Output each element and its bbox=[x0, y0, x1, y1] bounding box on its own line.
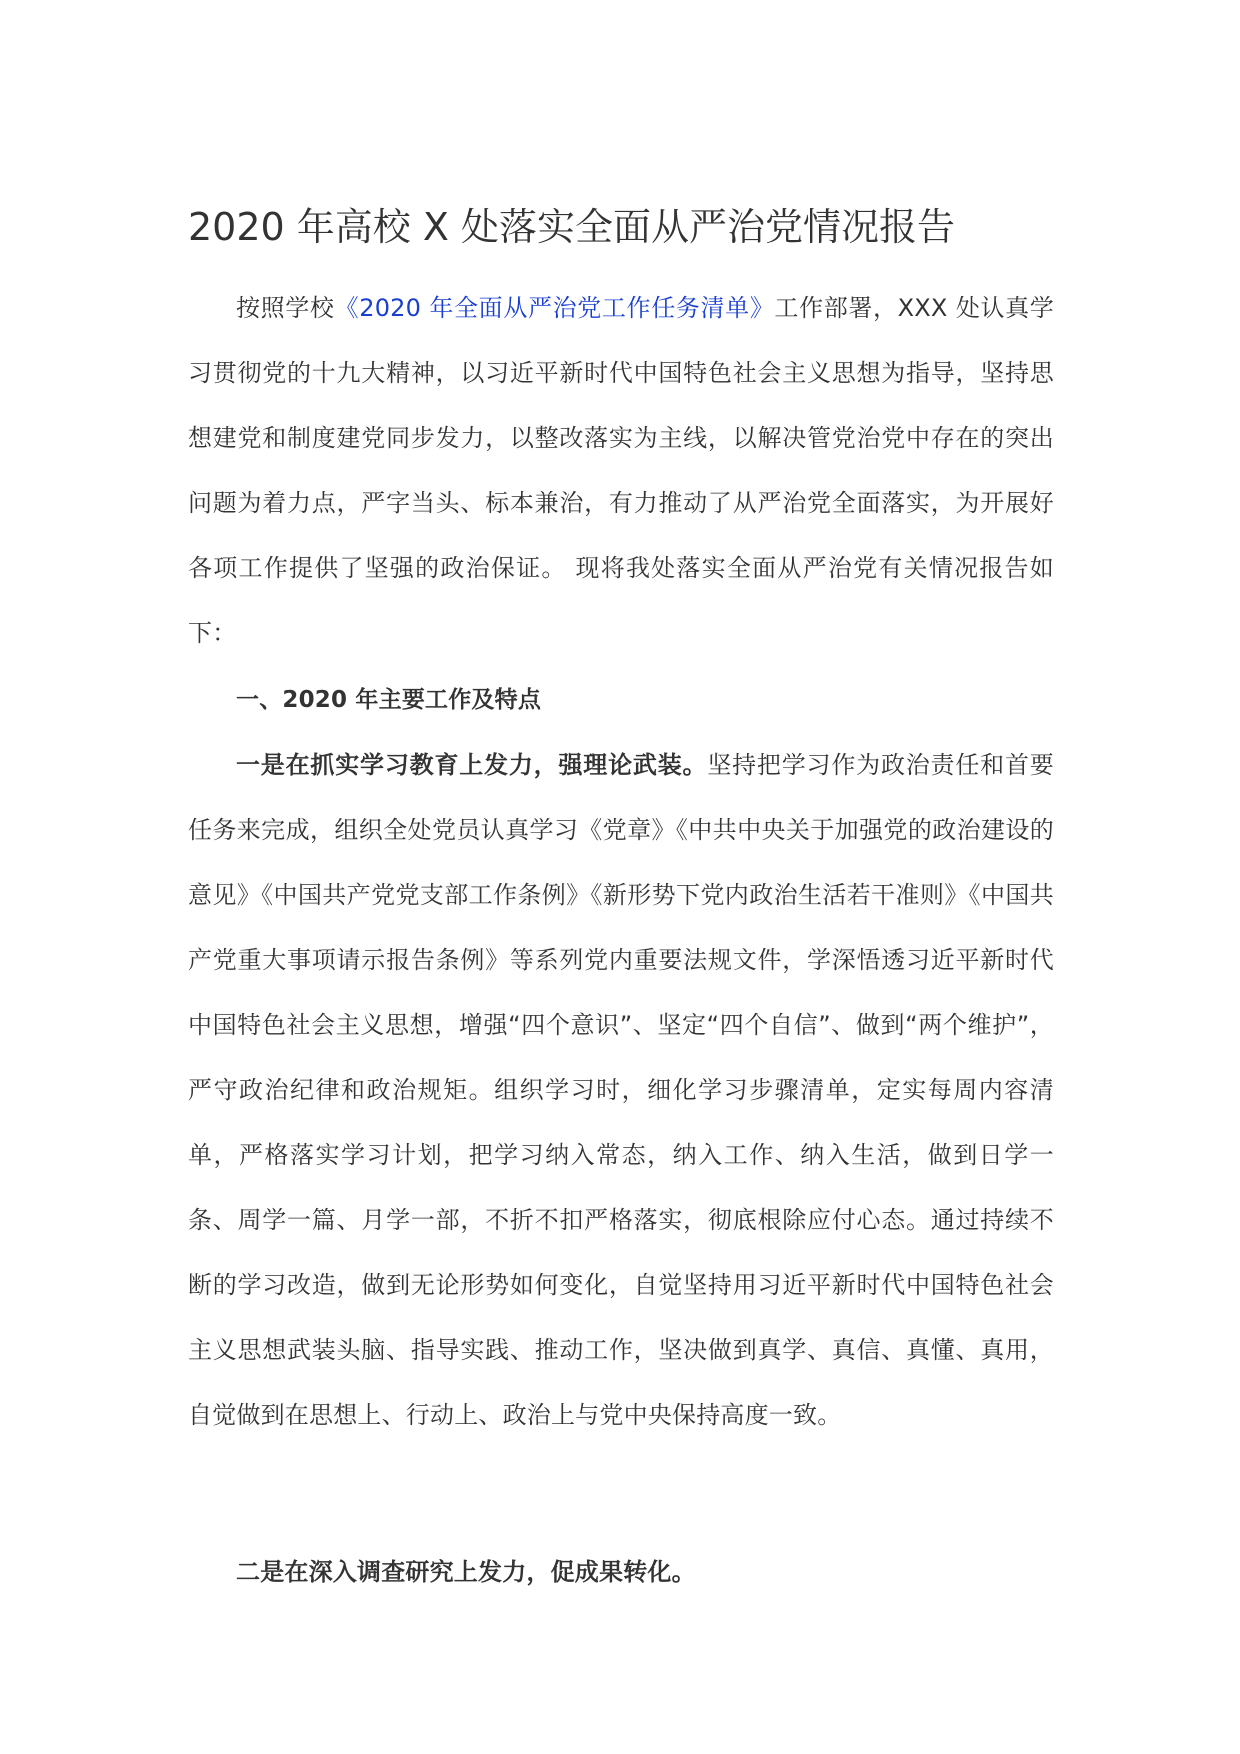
intro-paragraph bbox=[188, 276, 1054, 666]
item1-lead: 一是在抓实学习教育上发力，强理论武装。 bbox=[236, 751, 708, 779]
intro-before-link: 按照学校 bbox=[236, 294, 335, 322]
item2-lead: 二是在深入调查研究上发力，促成果转化。 bbox=[236, 1558, 696, 1586]
document-title: 2020 年高校 X 处落实全面从严治党情况报告 bbox=[188, 205, 955, 249]
section-heading: 一、2020 年主要工作及特点 bbox=[236, 687, 542, 713]
item1-paragraph bbox=[188, 733, 1054, 1448]
task-list-link[interactable]: 《2020 年全面从严治党工作任务清单》 bbox=[334, 294, 775, 322]
item1-body: 坚持把学习作为政治责任和首要任务来完成，组织全处党员认真学习《党章》《中共中央关于加强党的政治建设的意见》《中国共产党党支部工作条例》《新形势下党内政治生活若干准则》《中国共产党重大事项请示报告条例》等系列党内重要法规文件，学深悟透习近平新时代中国特色社会主义思想，增强“四个意识”、坚定“四个自信”、做到“两个维护”，严守政治纪律和政治规矩。组织学习时，细化学习步骤清单，定实每周内容清单，严格落实学习计划，把学习纳入常态，纳入工作、纳入生活，做到日学一条、周学一篇、月学一部，不折不扣严格落实，彻底根除应付心态。通过持续不断的学习改造，做到无论形势如何变化，自觉坚持用习近平新时代中国特色社会主义思想武装头脑、指导实践、推动工作，坚决做到真学、真信、真懂、真用，自觉做到在思想上、行动上、政治上与党中央保持高度一致。 bbox=[188, 751, 1054, 1429]
item2-paragraph bbox=[188, 1540, 1054, 1605]
intro-after-link: 工作部署，XXX 处认真学习贯彻党的十九大精神，以习近平新时代中国特色社会主义思想为指导，坚持思想建党和制度建党同步发力，以整改落实为主线，以解决管党治党中存在的突出问题为着力点，严字当头、标本兼治，有力推动了从严治党全面落实，为开展好各项工作提供了坚强的政治保证。 现将我处落实全面从严治党有关情况报告如下： bbox=[188, 294, 1054, 647]
